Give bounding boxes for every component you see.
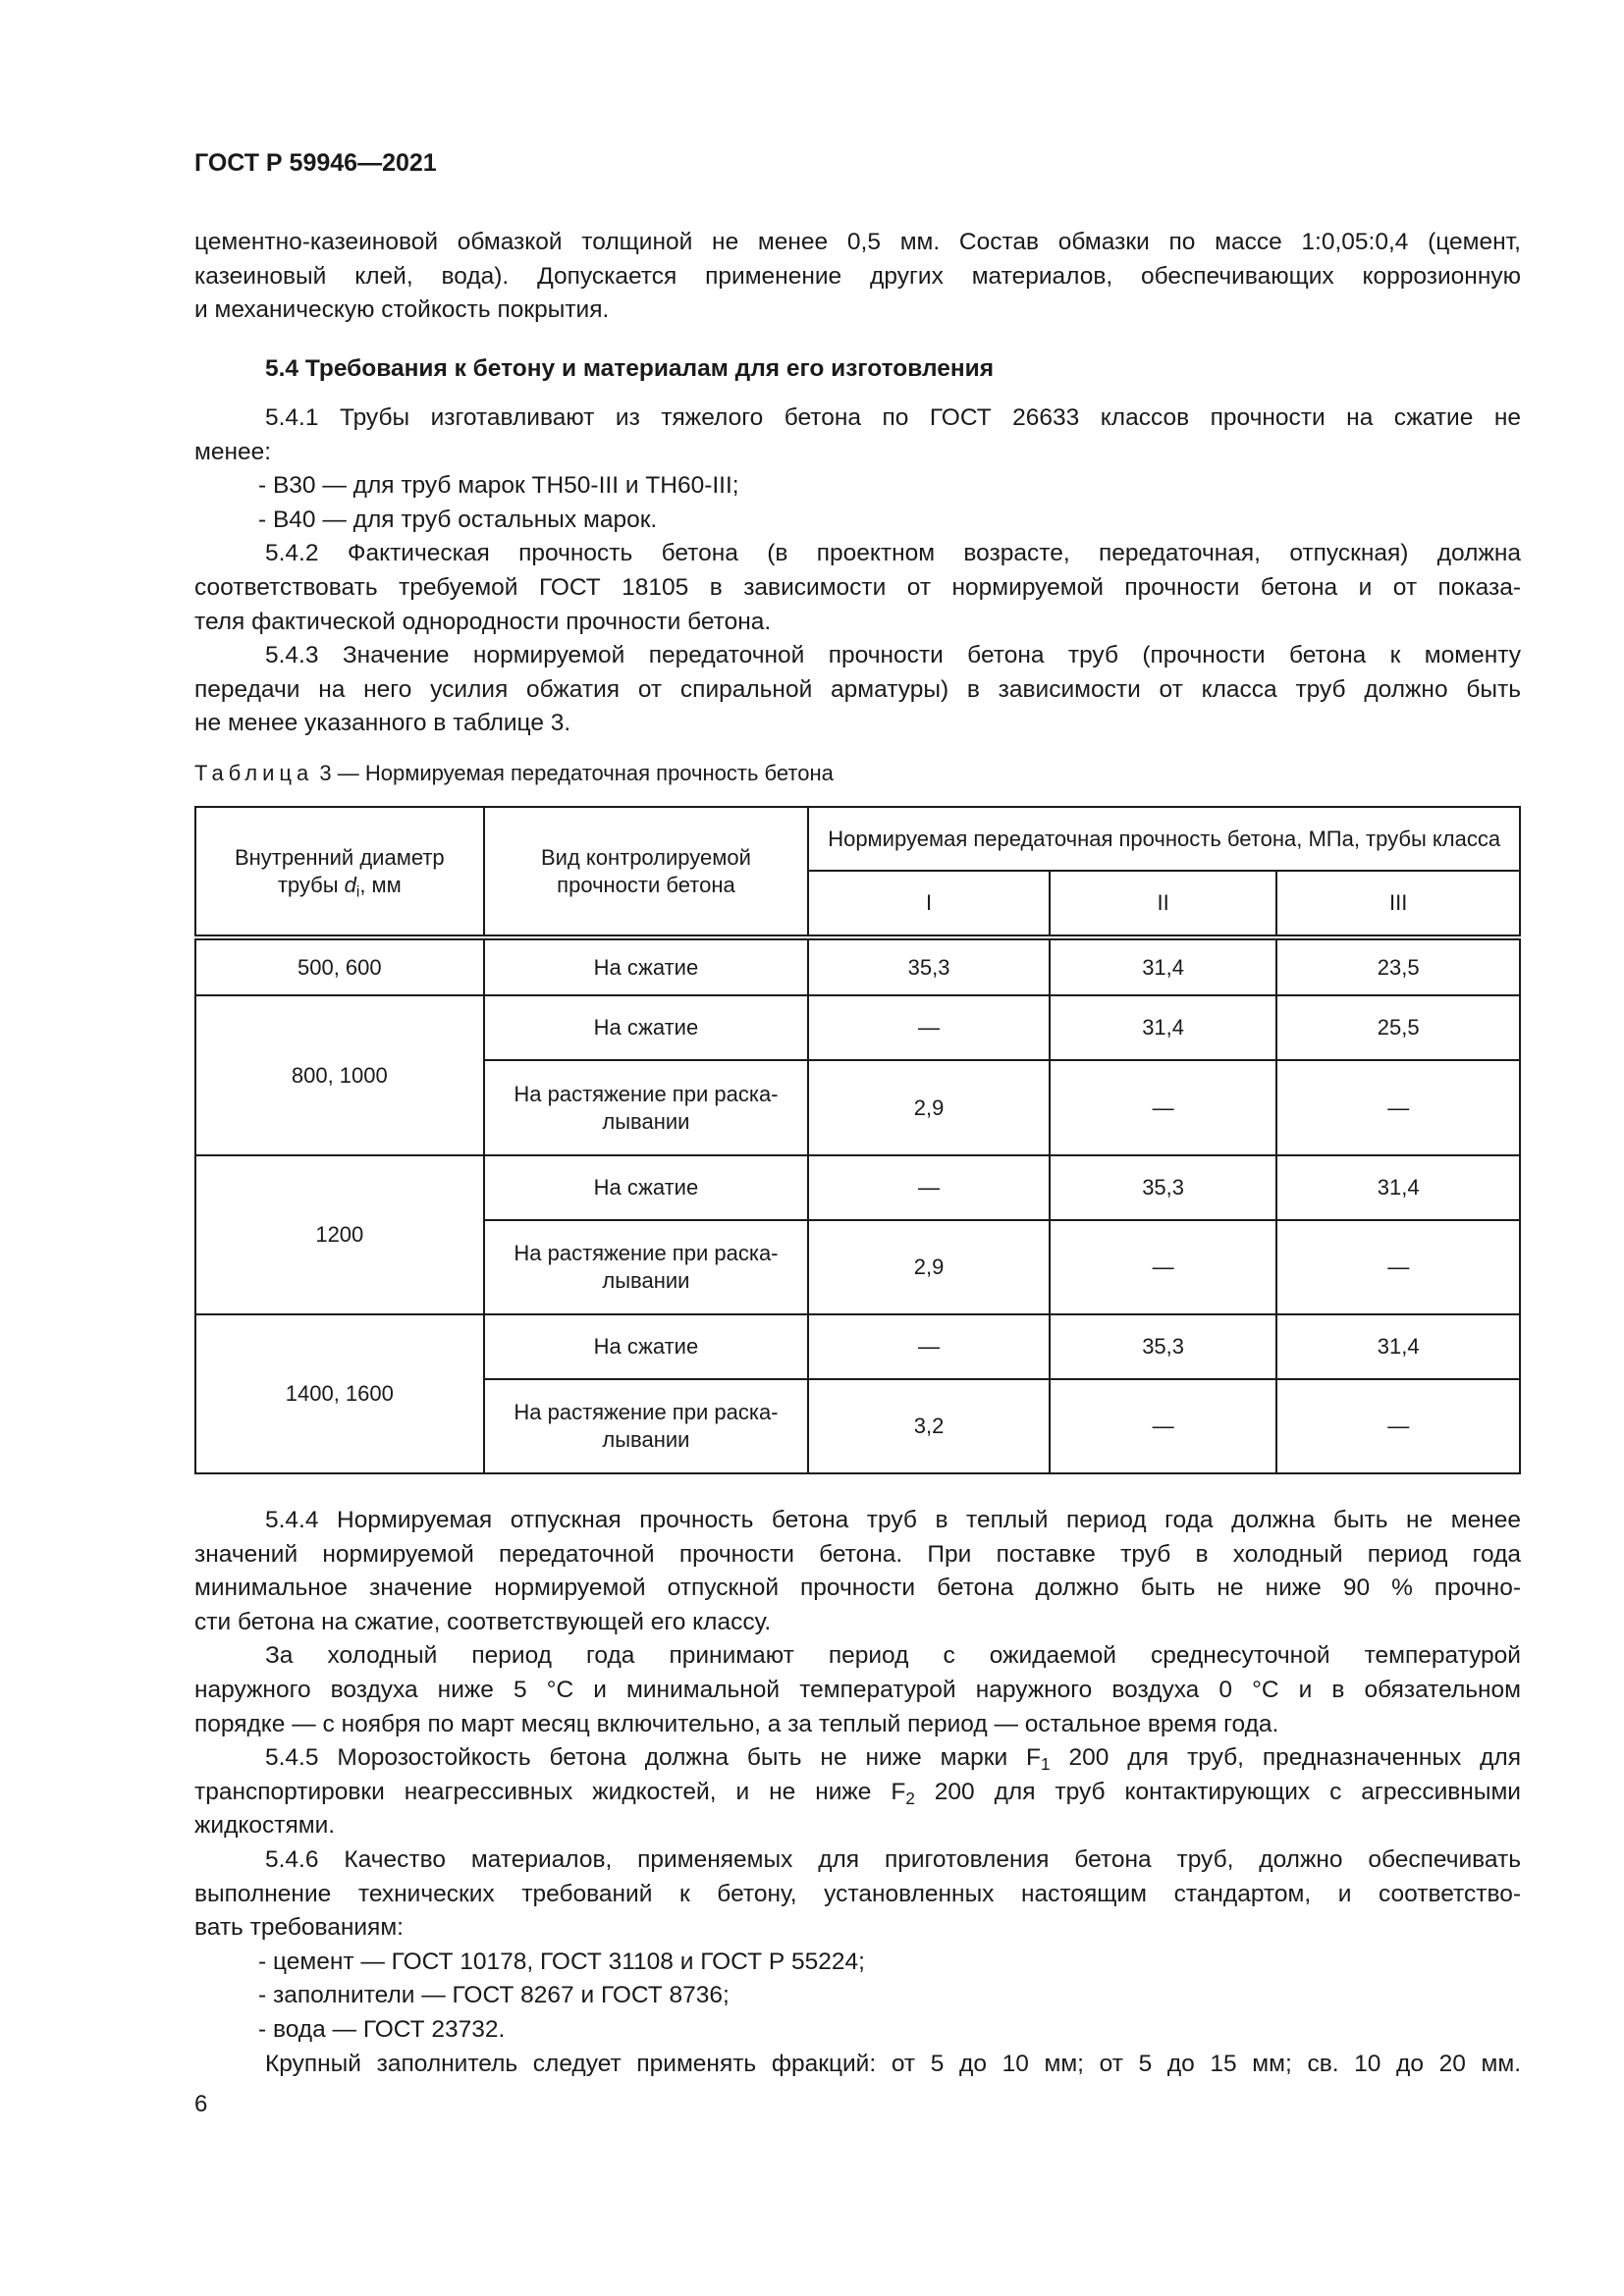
section-text xyxy=(194,401,1521,741)
text-line: жидкостями. xyxy=(194,1812,336,1840)
text-line: - цемент — ГОСТ 10178, ГОСТ 31108 и ГОСТ Р 55224; xyxy=(258,1948,865,1975)
text-line: вать требованиям: xyxy=(194,1914,404,1942)
strength-value-cell: 2,9 xyxy=(808,1060,1050,1155)
page-number: 6 xyxy=(194,2091,208,2117)
text-line: цементно-казеиновой обмазкой толщиной не менее 0,5 мм. Состав обмазки по массе 1:0,05:0,4 (цемент, xyxy=(194,229,1521,255)
strength-value-cell: 3,2 xyxy=(808,1379,1050,1473)
text-line: 5.4.4 Нормируемая отпускная прочность бетона труб в теплый период года должна быть не менее xyxy=(265,1507,1521,1533)
text-line: Крупный заполнитель следует применять фракций: от 5 до 10 мм; от 5 до 15 мм; св. 10 до 20 мм. xyxy=(265,2050,1521,2077)
header-group: Нормируемая передаточная прочность бетона, МПа, трубы класса xyxy=(808,807,1520,871)
header-type: Вид контролируемой прочности бетона xyxy=(484,807,809,937)
table-row xyxy=(195,1314,1520,1379)
table-caption-label: Таблица xyxy=(194,761,314,785)
subscript: 1 xyxy=(1041,1754,1051,1775)
text-line: не менее указанного в таблице 3. xyxy=(194,710,571,737)
strength-value-cell: 31,4 xyxy=(1276,1314,1520,1379)
strength-value-cell: 35,3 xyxy=(808,937,1050,995)
text-segment: 5.4.5 Морозостойкость бетона должна быть не ниже марки F xyxy=(265,1744,1042,1772)
text-line: За холодный период года принимают период с ожидаемой среднесуточной температурой xyxy=(265,1642,1521,1670)
strength-value-cell: 23,5 xyxy=(1276,937,1520,995)
table-caption-text: 3 — Нормируемая передаточная прочность бетона xyxy=(313,761,834,785)
text-segment: транспортировки неагрессивных жидкостей, и не ниже F xyxy=(194,1778,906,1805)
text-line: выполнение технических требований к бетону, установленных настоящим стандартом, и соответство- xyxy=(194,1880,1521,1907)
header-diameter xyxy=(195,807,484,937)
class-header: III xyxy=(1276,871,1520,937)
text-line: казеиновый клей, вода). Допускается применение других материалов, обеспечивающих коррозионную xyxy=(194,262,1521,290)
table-caption xyxy=(194,761,1521,786)
strength-type-cell: На сжатие xyxy=(484,995,809,1060)
text-line: 5.4.3 Значение нормируемой передаточной прочности бетона труб (прочности бетона к моменту xyxy=(265,642,1521,669)
strength-value-cell: — xyxy=(1276,1379,1520,1473)
class-header: I xyxy=(808,871,1050,937)
text-line: 5.4.2 Фактическая прочность бетона (в проектном возрасте, передаточная, отпускная) должна xyxy=(265,540,1521,567)
strength-value-cell: 31,4 xyxy=(1276,1155,1520,1220)
text-line: - заполнители — ГОСТ 8267 и ГОСТ 8736; xyxy=(258,1982,730,2009)
text-segment: 200 для труб контактирующих с агрессивными xyxy=(914,1778,1521,1805)
class-header: II xyxy=(1050,871,1277,937)
header-diameter-text: Внутренний диаметр трубы xyxy=(234,844,445,897)
strength-value-cell: — xyxy=(1276,1060,1520,1155)
diameter-cell: 800, 1000 xyxy=(195,995,484,1155)
text-line: и механическую стойкость покрытия. xyxy=(194,296,610,324)
strength-value-cell: — xyxy=(1050,1379,1277,1473)
header-diameter-unit: , мм xyxy=(359,872,402,897)
section-text-continued xyxy=(194,1504,1521,2081)
strength-value-cell: — xyxy=(808,1314,1050,1379)
intro-text xyxy=(194,226,1521,328)
diameter-cell: 500, 600 xyxy=(195,937,484,995)
strength-value-cell: — xyxy=(1276,1220,1520,1314)
strength-table xyxy=(194,806,1521,1474)
strength-type-cell: На растяжение при раска-лывании xyxy=(484,1060,809,1155)
document-header: ГОСТ Р 59946—2021 xyxy=(194,149,437,177)
section-heading: 5.4 Требования к бетону и материалам для его изготовления xyxy=(265,355,995,382)
text-line xyxy=(194,1741,1521,1776)
diameter-sub: i xyxy=(355,883,360,901)
table-row xyxy=(195,995,1520,1060)
table-row xyxy=(195,937,1520,995)
strength-value-cell: — xyxy=(808,995,1050,1060)
strength-value-cell: — xyxy=(808,1155,1050,1220)
text-line: соответствовать требуемой ГОСТ 18105 в зависимости от нормируемой прочности бетона и от показа- xyxy=(194,573,1521,601)
strength-type-cell: На сжатие xyxy=(484,1314,809,1379)
text-line: - вода — ГОСТ 23732. xyxy=(258,2015,506,2043)
text-line: наружного воздуха ниже 5 °С и минимальной температурой наружного воздуха 0 °С и в обязательном xyxy=(194,1676,1521,1703)
text-line: теля фактической однородности прочности бетона. xyxy=(194,608,772,635)
strength-value-cell: 35,3 xyxy=(1050,1155,1277,1220)
text-line: 5.4.6 Качество материалов, применяемых для приготовления бетона труб, должно обеспечивать xyxy=(265,1845,1521,1873)
subscript: 2 xyxy=(905,1788,915,1808)
text-line: 5.4.1 Трубы изготавливают из тяжелого бетона по ГОСТ 26633 классов прочности на сжатие не xyxy=(265,404,1521,431)
diameter-var: d xyxy=(344,872,356,897)
strength-value-cell: — xyxy=(1050,1220,1277,1314)
strength-value-cell: 2,9 xyxy=(808,1220,1050,1314)
text-line: значений нормируемой передаточной прочности бетона. При поставке труб в холодный период года xyxy=(194,1540,1521,1568)
text-line: передачи на него усилия обжатия от спиральной арматуры) в зависимости от класса труб должно быть xyxy=(194,675,1521,703)
strength-value-cell: 31,4 xyxy=(1050,995,1277,1060)
text-line: порядке — с ноября по март месяц включительно, а за теплый период — остальное время года. xyxy=(194,1710,1279,1737)
strength-value-cell: 25,5 xyxy=(1276,995,1520,1060)
strength-value-cell: 35,3 xyxy=(1050,1314,1277,1379)
text-segment: 200 для труб, предназначенных для xyxy=(1050,1744,1521,1772)
diameter-cell: 1400, 1600 xyxy=(195,1314,484,1473)
text-line: сти бетона на сжатие, соответствующей его классу. xyxy=(194,1608,772,1635)
text-line: минимальное значение нормируемой отпускной прочности бетона должно быть не ниже 90 % прочно- xyxy=(194,1575,1521,1602)
table-row xyxy=(195,1155,1520,1220)
strength-value-cell: — xyxy=(1050,1060,1277,1155)
strength-value-cell: 31,4 xyxy=(1050,937,1277,995)
strength-type-cell: На растяжение при раска-лывании xyxy=(484,1379,809,1473)
strength-type-cell: На растяжение при раска-лывании xyxy=(484,1220,809,1314)
strength-type-cell: На сжатие xyxy=(484,1155,809,1220)
text-line: менее: xyxy=(194,438,272,465)
text-line: - В30 — для труб марок ТН50-III и ТН60-III; xyxy=(258,472,739,500)
text-line: - В40 — для труб остальных марок. xyxy=(258,506,658,533)
text-line xyxy=(194,1776,1521,1810)
diameter-cell: 1200 xyxy=(195,1155,484,1314)
strength-type-cell: На сжатие xyxy=(484,937,809,995)
